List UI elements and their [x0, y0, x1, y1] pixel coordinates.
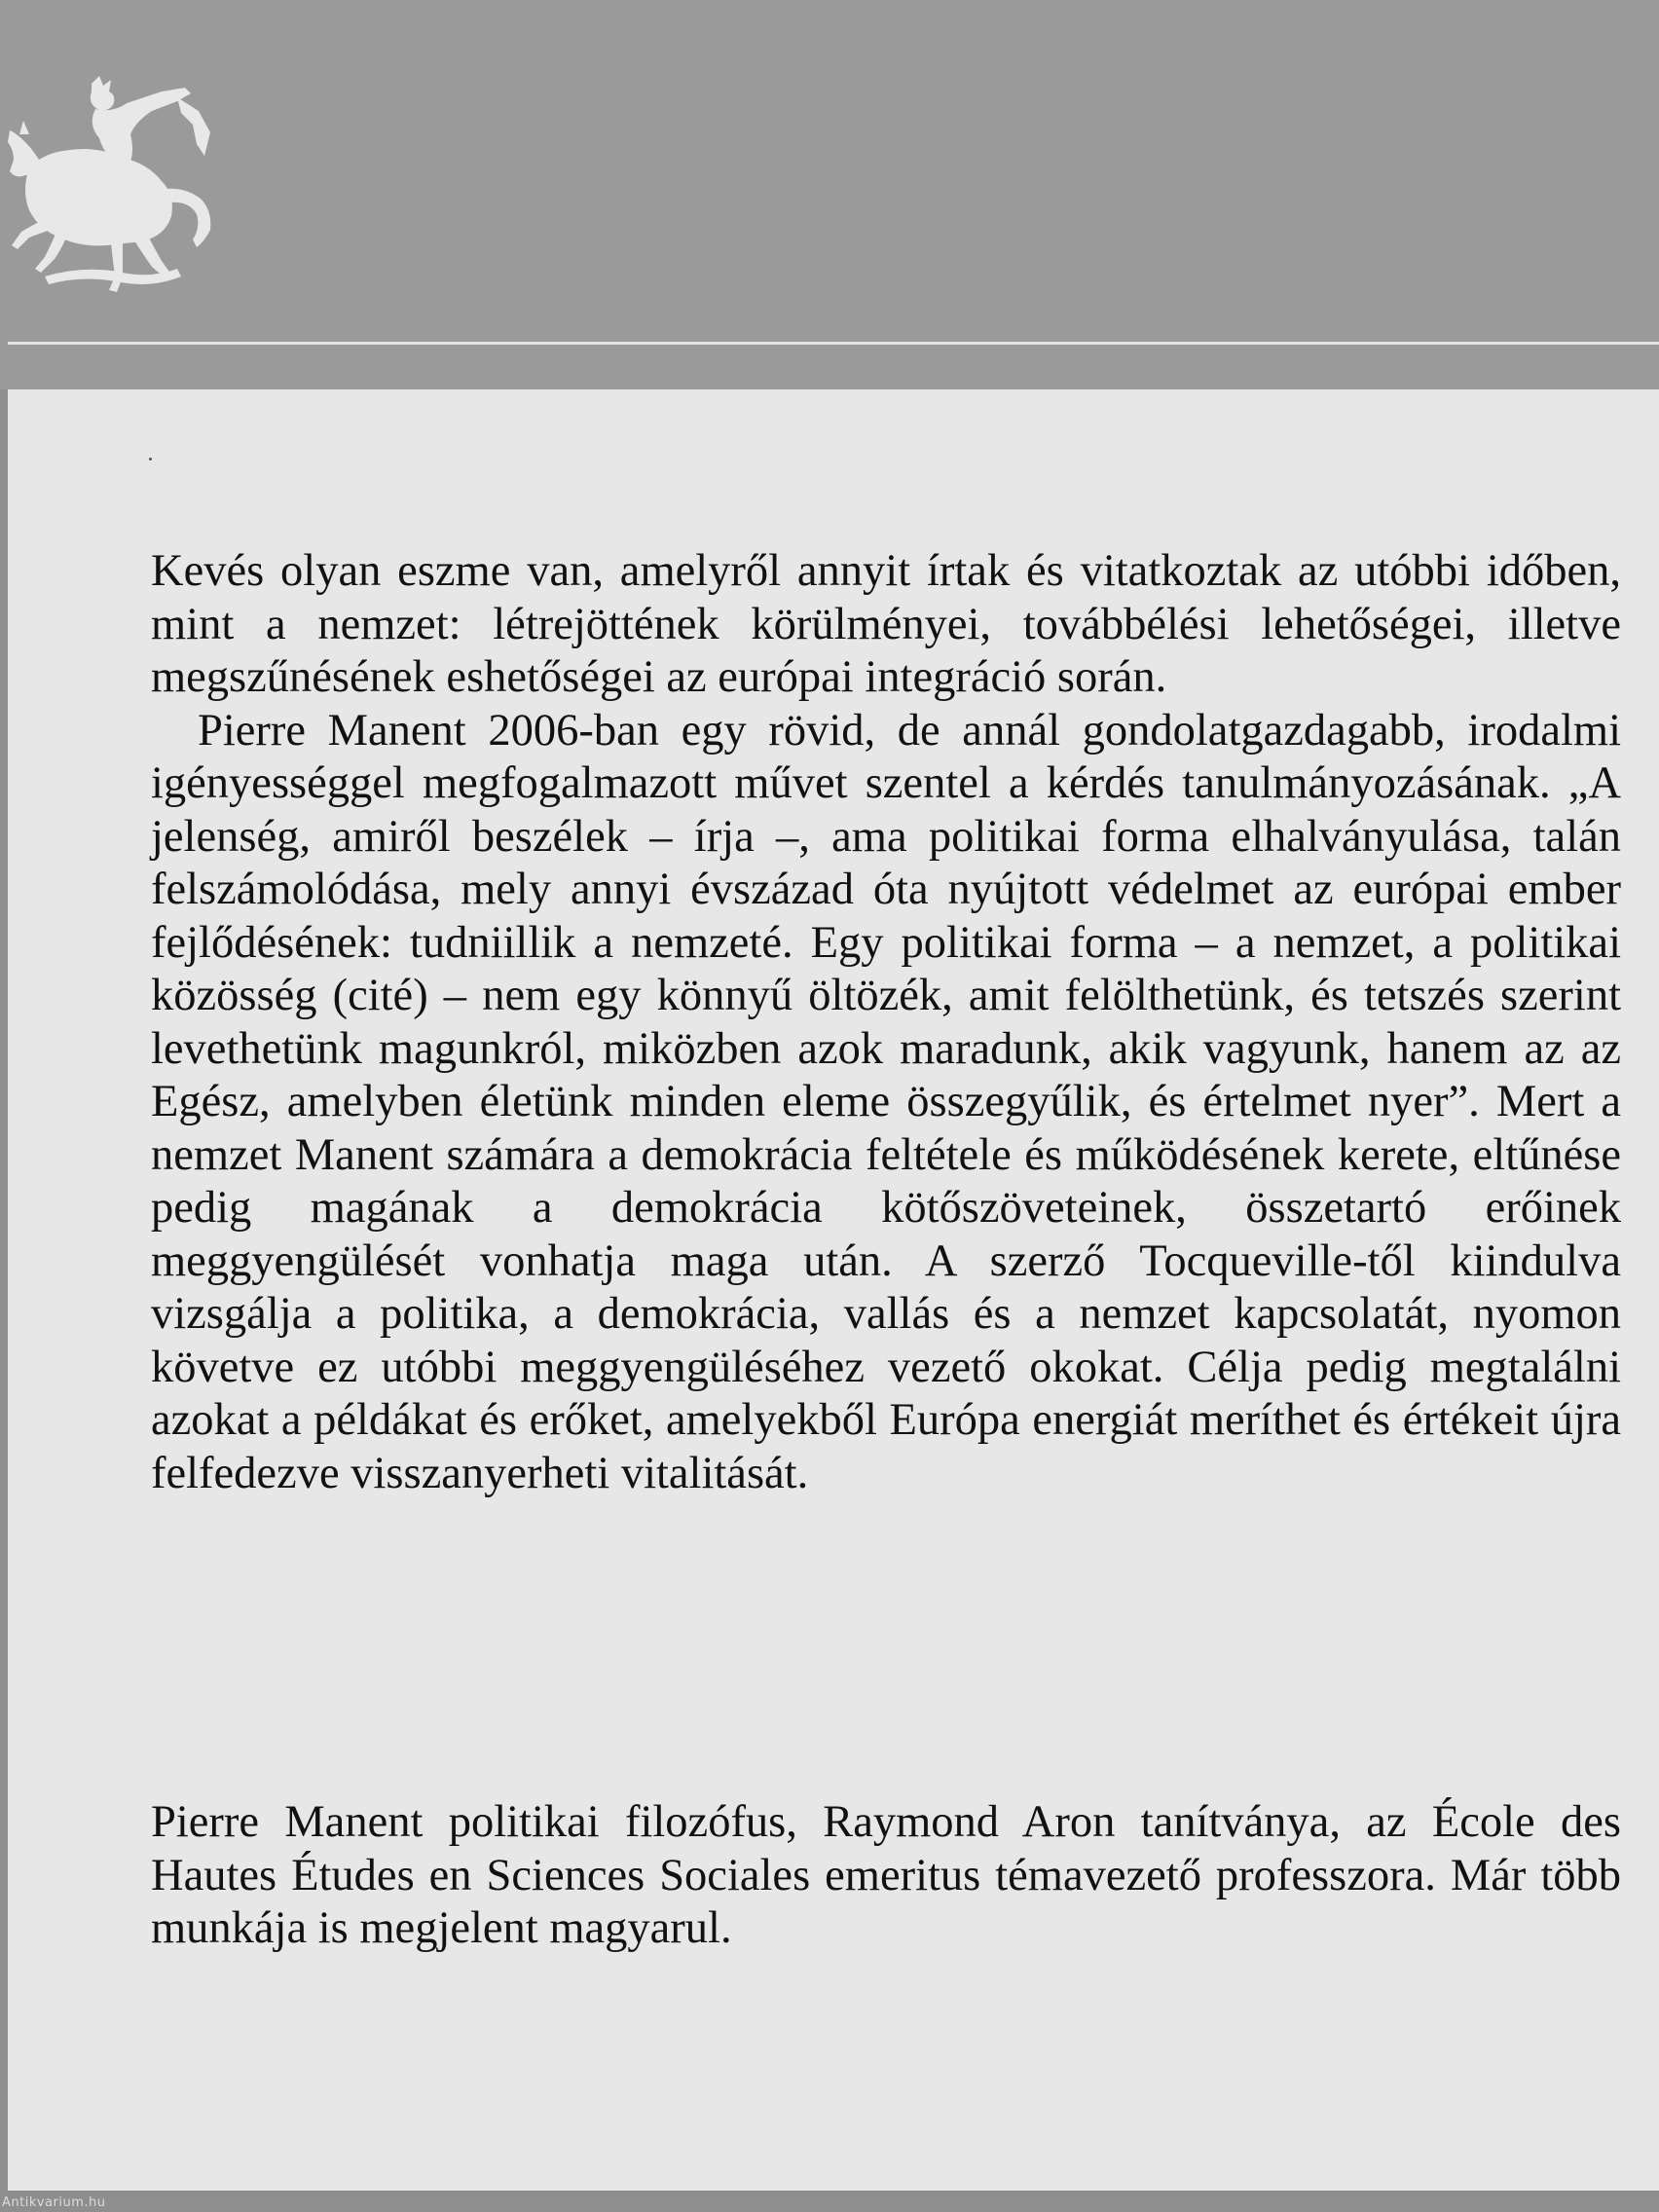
header-divider-line — [8, 342, 1659, 345]
header-band — [0, 0, 1659, 389]
print-speck — [149, 458, 152, 461]
description-block — [151, 545, 1621, 1500]
rider-on-horse-silhouette-icon — [6, 74, 220, 298]
watermark: Antikvarium.hu — [2, 2195, 106, 2210]
paragraph-intro: Kevés olyan eszme van, amelyről annyit írtak és vitatkoztak az utóbbi időben, mint a nemzet: létrejöttének körülményei, továbbélési lehetőségei, illetve megszűnésének eshetőségei az európai integráció során. — [151, 546, 1621, 702]
paragraph-summary: Pierre Manent 2006-ban egy rövid, de annál gondolatgazdagabb, irodalmi igényességgel megfogalmazott művet szentel a kérdés tanulmányozásának. „A jelenség, amiről beszélek – írja –, ama politikai forma elhalványulása, talán felszámolódása, mely annyi évszázad óta nyújtott védelmet az európai ember fejlődésének: tudniillik a nemzeté. Egy politikai forma – a nemzet, a politikai közösség (cité) – nem egy könnyű öltözék, amit felölthetünk, és tetszés szerint levethetünk magunkról, miközben azok maradunk, akik vagyunk, hanem az az Egész, amelyben életünk minden eleme összegyűlik, és értelmet nyer”. Mert a nemzet Manent számára a demokrácia feltétele és működésének kerete, eltűnése pedig magának a demokrácia kötőszöveteinek, összetartó erőinek meggyengülését vonhatja maga után. A szerző Tocqueville-től kiindulva vizsgálja a politika, a demokrácia, vallás és a nemzet kapcsolatát, nyomon követve ez utóbbi meggyengüléséhez vezető okokat. Célja pedig megtalálni azokat a példákat és erőket, amelyekből Európa energiát meríthet és értékeit újra felfedezve visszanyerheti vitalitását. — [151, 705, 1621, 1498]
author-bio: Pierre Manent politikai filozófus, Raymond Aron tanítványa, az École des Hautes Études en Sciences Sociales emeritus témavezető professzora. Már több munkája is megjelent magyarul. — [151, 1797, 1621, 1953]
author-bio-block — [151, 1796, 1621, 1956]
